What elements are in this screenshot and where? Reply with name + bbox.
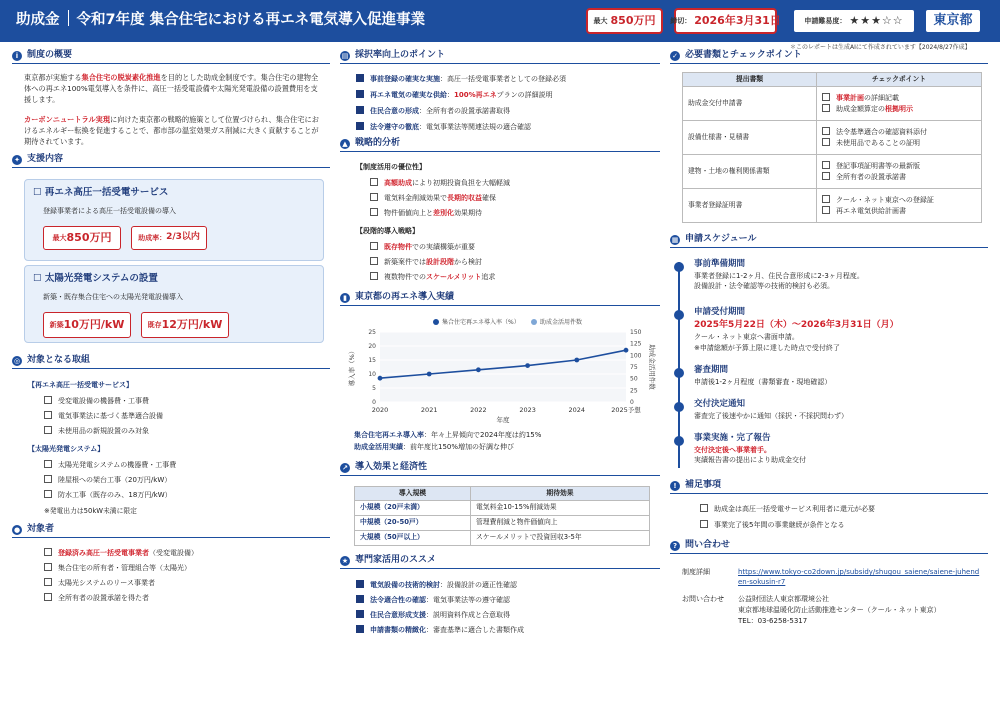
legend-marker-series-2 — [531, 319, 537, 325]
y2-tick-label: 75 — [630, 364, 638, 371]
people-icon: ● — [13, 525, 21, 534]
y-tick-label: 5 — [372, 385, 376, 392]
card-title: ☐ 再エネ高圧一括受電サービス — [33, 187, 169, 198]
y2-axis-label: 助成金活用件数 — [648, 344, 656, 390]
table-row: 助成金交付申請書 事業計画の詳細記載 助成金額算定の根拠明示 — [683, 87, 982, 121]
table-row: 事業者登録証明書 クール・ネット東京への登録証 再エネ電気供給計画書 — [683, 189, 982, 223]
x-axis-label: 年度 — [496, 416, 510, 424]
effects-table — [354, 486, 650, 546]
list-item: 太陽光発電システムの機器費・工事費 — [44, 460, 176, 470]
existing-rate-pill: 既存 12万円/kW — [141, 312, 229, 338]
list-item: 事前登録の確実な実施：高圧一括受電事業者としての登録必須 — [356, 74, 566, 84]
x-tick-label: 2022 — [470, 406, 487, 414]
y2-tick-label: 50 — [630, 375, 638, 383]
contact-url-link[interactable]: https://www.tokyo-co2down.jp/subsidy/shugou_saiene/saiene-juhend en-sokusin-r7 — [738, 568, 980, 587]
card-title: ☐ 太陽光発電システムの設置 — [33, 273, 158, 284]
left-column — [12, 48, 330, 703]
y2-tick-label: 150 — [630, 329, 642, 336]
list-item: 法令遵守の徹底：電気事業法等関連法規の適合確認 — [356, 122, 531, 132]
table-row: 中規模（20-50戸） 管理費削減と物件価値向上 — [355, 516, 650, 531]
list-item: 太陽光システムのリース事業者 — [44, 578, 155, 588]
list-item: 集合住宅の所有者・管理組合等（太陽光） — [44, 563, 191, 573]
data-point — [476, 367, 481, 372]
chart-summary-2: 助成金活用実績：前年度比150%増加の好調な伸び — [354, 443, 515, 451]
x-tick-label: 2020 — [371, 406, 389, 414]
list-item: 住民合意の形成：全所有者の設置承諾書取得 — [356, 106, 510, 116]
eligible-heading: ● 対象者 — [12, 522, 330, 538]
page-title: 助成金 令和7年度 集合住宅における再エネ電気導入促進事業 — [16, 12, 426, 29]
handshake-icon: ✦ — [12, 155, 22, 165]
targets-group-2: 【太陽光発電システム】 — [28, 445, 105, 453]
schedule-step-3: 審査期間 申請後1-2ヶ月程度（書類審査・現地確認） — [694, 365, 832, 386]
new-build-rate-pill: 新築 10万円/kW — [43, 312, 131, 338]
legend-label-series-2: 助成金活用件数 — [540, 319, 583, 326]
list-item: 受変電設備の機器費・工事費 — [44, 396, 149, 406]
list-item: 法令適合性の確認：電気事業法等の遵守確認 — [356, 595, 510, 605]
targets-heading: ◎ 対象となる取組 — [12, 353, 330, 369]
list-item: 申請書類の精緻化：審査基準に適合した書類作成 — [356, 625, 524, 635]
data-point — [624, 348, 629, 353]
data-point — [525, 363, 530, 368]
schedule-step-5: 事業実施・完了報告 交付決定後へ事業着手。 実績報告書の提出により助成金交付 — [694, 433, 806, 465]
schedule-step-1: 事前準備期間 事業者登録に1-2ヶ月、住民合意形成に2-3ヶ月程度。 設備設計・法令確認等の技術的検討も必須。 — [694, 259, 864, 291]
schedule-step-4: 交付決定通知 審査完了後速やかに通知（採択・不採択問わず） — [694, 399, 848, 420]
table-row: 小規模（20戸未満） 電気料金10-15%削減効果 — [355, 501, 650, 516]
y-tick-label: 10 — [368, 371, 376, 378]
table-header: 導入規模 — [355, 487, 471, 501]
y-tick-label: 20 — [368, 343, 376, 350]
strategy-heading: ▲ 戦略的分析 — [340, 136, 660, 152]
deadline-badge: 締切： 2026年3月31日 — [674, 8, 777, 34]
strategy-group-2: 【段階的導入戦略】 — [356, 227, 419, 235]
max-amount-pill: 最大 850万円 — [43, 226, 121, 250]
ai-note: ＊このレポートは生成AIにて作成されています【2024/8/27作成】 — [790, 44, 971, 51]
x-tick-label: 2025予想 — [611, 406, 641, 414]
y2-tick-label: 100 — [630, 352, 642, 360]
schedule-heading: ▦ 申請スケジュール — [670, 232, 988, 248]
middle-column — [340, 48, 660, 703]
growth-icon: ↗ — [340, 463, 350, 473]
timeline-dot — [674, 310, 684, 320]
contact-details: 公益財団法人東京都環境公社 東京都地球温暖化防止活動推進センター（クール・ネット東京） TEL：03-6258-5317 — [738, 595, 941, 626]
expert-icon: ★ — [341, 556, 349, 565]
card-desc: 新築・既存集合住宅への太陽光発電設備導入 — [43, 293, 183, 301]
question-icon: ? — [670, 541, 680, 551]
expert-heading: ★ 専門家活用のススメ — [340, 553, 660, 569]
list-item: 電気事業法に基づく基準適合設備 — [44, 411, 163, 421]
table-row: 設備仕様書・見積書 法令基準適合の確認資料添付 未使用品であることの証明 — [683, 121, 982, 155]
checklist-icon: ✓ — [670, 51, 680, 61]
table-row: 大規模（50戸以上） スケールメリットで投資回収3-5年 — [355, 531, 650, 546]
list-item: 全所有者の設置承諾を得た者 — [44, 593, 149, 603]
overview-heading: i 制度の概要 — [12, 48, 330, 64]
info-icon: i — [12, 51, 22, 61]
data-point — [378, 376, 383, 381]
docs-heading: ✓ 必要書類とチェックポイント — [670, 48, 988, 64]
effects-heading: ↗ 導入効果と経済性 — [340, 460, 660, 476]
x-tick-label: 2024 — [568, 406, 586, 414]
targets-group-1: 【再エネ高圧一括受電サービス】 — [28, 381, 133, 389]
data-point — [574, 358, 579, 363]
y2-tick-label: 25 — [630, 387, 638, 395]
x-tick-label: 2021 — [420, 406, 438, 414]
overview-paragraph-1: 東京都が実施する集合住宅の脱炭素化推進を目的とした助成金制度です。集合住宅の建物全体への再エネ100%電気導入を条件に、高圧一括受電設備や太陽光発電設備の設置費用を支援します。 — [24, 73, 319, 105]
overview-paragraph-2: カーボンニュートラル実現に向けた東京都の戦略的施策として位置づけられ、集合住宅におけるエネルギー転換を促進することで、都市部の温室効果ガス削減に大きく貢献することが期待されています。 — [24, 115, 319, 147]
y2-tick-label: 125 — [630, 340, 642, 348]
docs-table — [682, 72, 982, 223]
difficulty-badge: 申請難易度： ★★★☆☆ — [792, 8, 916, 34]
list-item: 陸屋根への架台工事（20万円/kW） — [44, 475, 171, 485]
list-item: 未使用品の新規設置のみ対象 — [44, 426, 149, 436]
performance-heading: ▮ 東京都の再エネ導入実績 — [340, 290, 660, 306]
contact-label-details: 制度詳細 — [682, 568, 710, 576]
list-item: 事業完了後5年間の事業継続が条件となる — [700, 520, 844, 530]
y-tick-label: 25 — [368, 329, 376, 336]
timeline-dot — [674, 436, 684, 446]
list-item: 電気設備の技術的検討：設備設計の適正性確認 — [356, 580, 517, 590]
calendar-icon: ▦ — [671, 235, 679, 244]
subsidy-rate-pill: 助成率： 2/3以内 — [131, 226, 207, 250]
support-card-highvoltage — [24, 179, 324, 261]
strategy-group-1: 【制度活用の優位性】 — [356, 163, 426, 171]
warning-icon: ! — [670, 481, 680, 491]
list-item: 物件価値向上と差別化効果期待 — [370, 208, 482, 218]
timeline-dot — [674, 402, 684, 412]
right-column — [670, 48, 988, 703]
list-item: 電気料金削減効果で長期的収益確保 — [370, 193, 496, 203]
card-desc: 登録事業者による高圧一括受電設備の導入 — [43, 207, 176, 215]
y2-tick-label: 0 — [630, 399, 634, 406]
list-item: 防水工事（既存のみ、18万円/kW） — [44, 490, 172, 500]
chart-icon: ▲ — [340, 139, 350, 149]
data-point — [427, 372, 432, 377]
support-heading: ✦ 支援内容 — [12, 152, 330, 168]
legend-label-series-1: 集合住宅再エネ導入率（%） — [442, 319, 520, 326]
y-axis-label: 導入率（%） — [348, 347, 356, 387]
support-card-solar — [24, 265, 324, 343]
list-item: 登録済み高圧一括受電事業者（受変電設備） — [44, 548, 198, 558]
supplement-heading: ! 補足事項 — [670, 478, 988, 494]
performance-chart — [344, 314, 658, 424]
max-amount-badge: 最大 850万円 — [586, 8, 663, 34]
table-header: チェックポイント — [817, 73, 982, 87]
target-icon: ◎ — [13, 356, 21, 365]
table-header: 期待効果 — [471, 487, 650, 501]
contact-label-inquiry: お問い合わせ — [682, 595, 724, 603]
x-tick-label: 2023 — [519, 406, 536, 414]
timeline-dot — [674, 368, 684, 378]
list-item: 住民合意形成支援：説明資料作成と合意取得 — [356, 610, 510, 620]
contact-heading: ? 問い合わせ — [670, 538, 988, 554]
adoption-heading: ▤ 採択率向上のポイント — [340, 48, 660, 64]
list-item: 高額助成により初期投資負担を大幅軽減 — [370, 178, 510, 188]
doc-icon: ▤ — [341, 51, 349, 60]
area-badge: 東京都 — [924, 8, 982, 34]
table-header: 提出書類 — [683, 73, 817, 87]
y-tick-label: 15 — [368, 357, 376, 364]
bar-chart-icon: ▮ — [340, 293, 350, 303]
list-item: 複数物件でのスケールメリット追求 — [370, 272, 495, 282]
list-item: 再エネ電気の確実な供給：100%再エネプランの詳細説明 — [356, 90, 553, 100]
table-row: 建物・土地の権利関係書類 登記事項証明書等の最新版 全所有者の設置承諾書 — [683, 155, 982, 189]
y-tick-label: 0 — [372, 399, 376, 406]
legend-marker-series-1 — [433, 319, 439, 325]
output-note: ※発電出力は50kW未満に限定 — [44, 507, 137, 515]
list-item: 既存物件での実績構築が重要 — [370, 242, 475, 252]
schedule-step-2: 申請受付期間 2025年5月22日（木）～2026年3月31日（月） クール・ネット東京へ書面申請。 ※申請総額が予算上限に達した時点で受付終了 — [694, 307, 899, 352]
list-item: 助成金は高圧一括受電サービス利用者に還元が必要 — [700, 504, 875, 514]
list-item: 新築案件では設計段階から検討 — [370, 257, 482, 267]
chart-summary-1: 集合住宅再エネ導入率：年々上昇傾向で2024年度は約15% — [354, 431, 542, 439]
timeline-dot — [674, 262, 684, 272]
